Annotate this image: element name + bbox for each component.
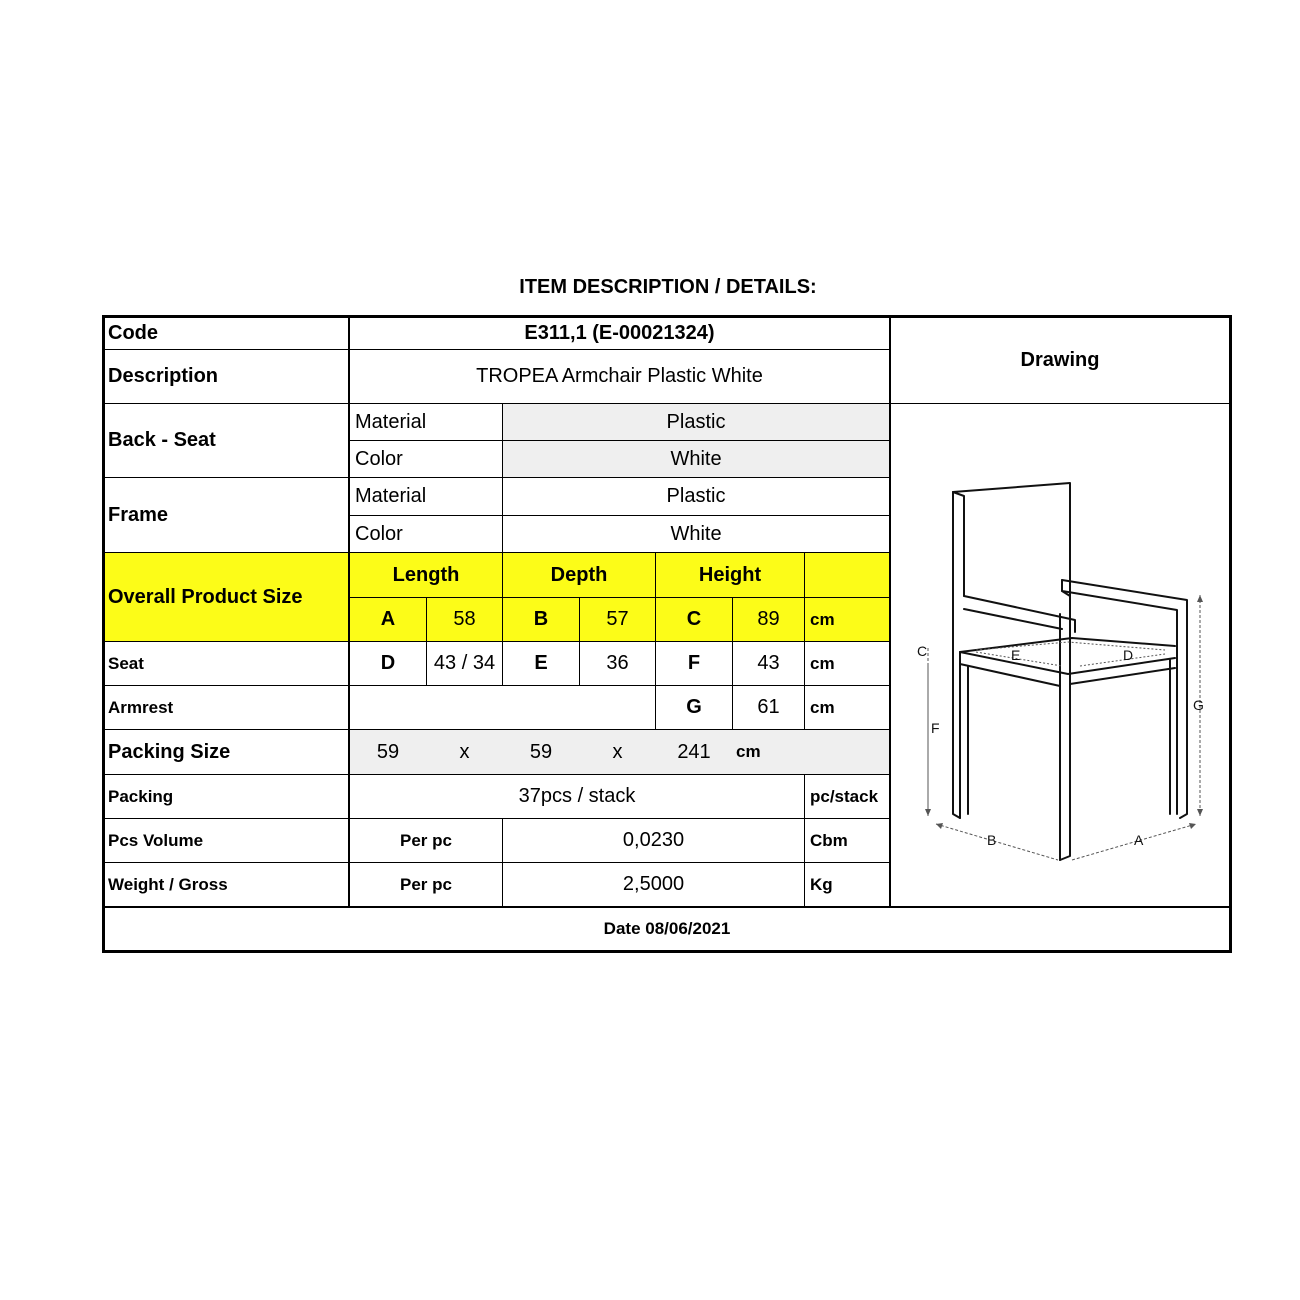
packing-size-unit: cm (736, 742, 761, 761)
frame-label: Frame (108, 503, 169, 526)
drawing-letter-c: C (917, 643, 928, 659)
date-footer: Date 08/06/2021 (603, 919, 731, 938)
drawing-label: Drawing (1020, 349, 1100, 371)
back-seat-color-value: White (670, 447, 722, 470)
frame-material-label: Material (355, 485, 427, 507)
packing-unit: pc/stack (810, 786, 879, 806)
dimension-b-key: B (533, 608, 549, 630)
page-title: ITEM DESCRIPTION / DETAILS: (519, 276, 817, 298)
packing-value: 37pcs / stack (518, 785, 636, 807)
dimension-e-key: E (534, 652, 548, 674)
dimension-a-value: 58 (453, 608, 476, 630)
dimension-f-value: 43 (757, 652, 780, 674)
dimension-g-value: 61 (757, 696, 780, 718)
dimension-g-key: G (686, 696, 702, 718)
depth-header: Depth (550, 563, 608, 586)
packing-size-length: 59 (376, 740, 400, 763)
dimension-d-value: 43 / 34 (433, 652, 496, 674)
frame-material-value: Plastic (666, 485, 726, 507)
seat-label: Seat (108, 653, 144, 673)
packing-size-label: Packing Size (108, 740, 231, 763)
dimension-c-key: C (686, 608, 702, 630)
back-seat-color-label: Color (355, 447, 403, 470)
packing-size-times-1: x (459, 740, 470, 763)
back-seat-label: Back - Seat (108, 429, 216, 451)
drawing-letter-b: B (987, 832, 997, 848)
height-header: Height (698, 563, 762, 586)
dimension-a-key: A (380, 608, 396, 630)
pcs-volume-per: Per pc (400, 830, 452, 850)
code-value: E311,1 (E-00021324) (524, 322, 715, 344)
frame-color-value: White (670, 522, 722, 545)
overall-size-label: Overall Product Size (108, 585, 303, 608)
pcs-volume-unit: Cbm (810, 830, 848, 850)
dimension-e-value: 36 (606, 652, 629, 674)
packing-size-times-2: x (612, 740, 623, 763)
chair-drawing (890, 404, 1228, 906)
code-label: Code (108, 322, 158, 344)
overall-unit: cm (810, 609, 835, 629)
dimension-f-key: F (687, 652, 701, 674)
dimension-d-key: D (380, 652, 396, 674)
drawing-letter-f: F (931, 720, 940, 736)
dimension-b-value: 57 (606, 608, 629, 630)
drawing-letter-d: D (1123, 647, 1134, 663)
pcs-volume-value: 0,0230 (622, 829, 685, 851)
drawing-letter-a: A (1134, 832, 1144, 848)
description-value: TROPEA Armchair Plastic White (476, 365, 763, 387)
description-label: Description (108, 365, 219, 387)
packing-label: Packing (108, 786, 174, 806)
back-seat-material-label: Material (355, 410, 427, 433)
back-seat-material-value: Plastic (666, 410, 726, 433)
packing-size-width: 59 (529, 740, 553, 763)
pcs-volume-label: Pcs Volume (108, 830, 204, 850)
frame-color-label: Color (355, 522, 403, 545)
drawing-letter-e: E (1011, 647, 1021, 663)
seat-unit: cm (810, 653, 835, 673)
length-header: Length (392, 563, 460, 586)
dimension-c-value: 89 (757, 608, 780, 630)
weight-label: Weight / Gross (108, 874, 228, 894)
weight-value: 2,5000 (622, 873, 685, 895)
packing-size-height: 241 (677, 740, 711, 763)
weight-unit: Kg (810, 874, 833, 894)
weight-per: Per pc (400, 874, 452, 894)
armrest-label: Armrest (108, 697, 174, 717)
drawing-letter-g: G (1193, 697, 1204, 713)
armrest-unit: cm (810, 697, 835, 717)
